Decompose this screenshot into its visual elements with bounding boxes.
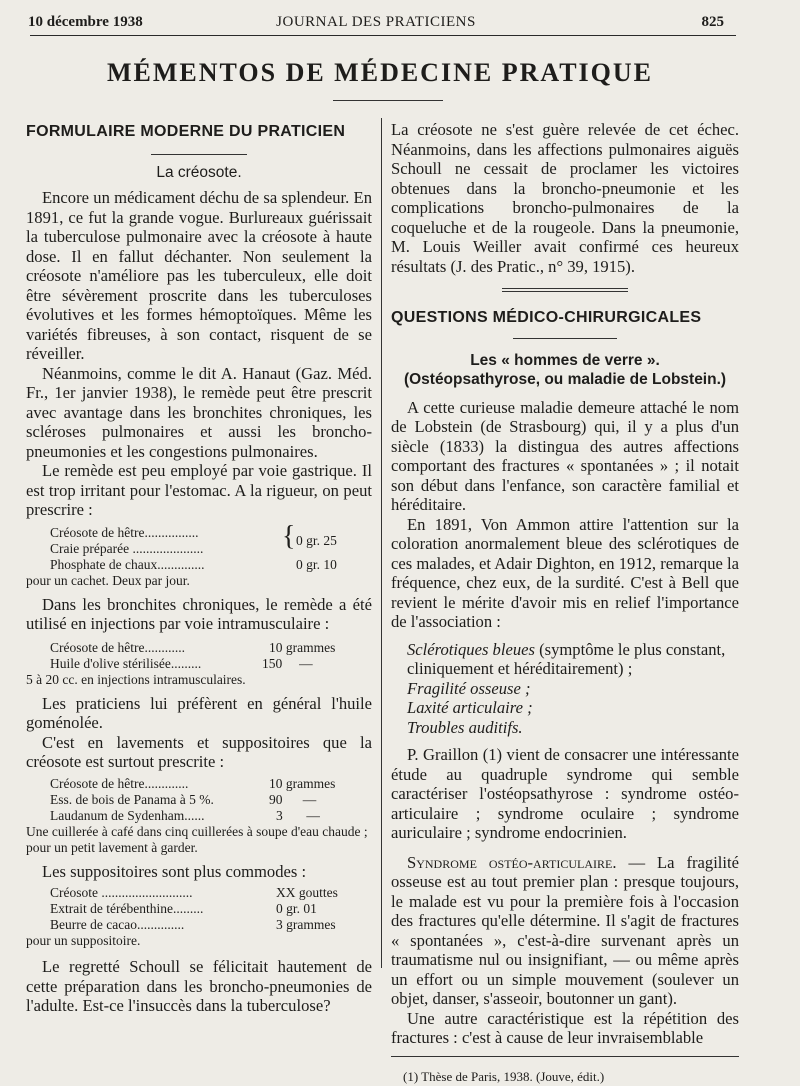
paragraph: Néanmoins, comme le dit A. Hanaut (Gaz. Méd. Fr., 1er janvier 1938), le remède peut être prescrit avec avantage dans les bronchites chroniques, les scléroses pulmonaires et aussi les broncho-pneumonies et les congestions pulmonaires. (26, 364, 372, 462)
article-subtitle-creosote: La créosote. (26, 163, 372, 183)
prescription-suppositoire (26, 885, 372, 949)
paragraph: Le regretté Schoull se félicitait hautement de cette préparation dans les broncho-pneumonies de l'adulte. Est-ce l'insuccès dans la tuberculose? (26, 957, 372, 1016)
paragraph: Encore un médicament déchu de sa splendeur. En 1891, ce fut la grande vogue. Burlureaux guérissait la tuberculose pulmonaire avec la créosote à haute dose. Il en fallut déchanter. Non seulement la créosote n'améliore pas les tuberculeux, elle doit être sévèrement proscrite dans les tuberculoses évolutives et les formes hémoptoïques. Même les variétés fibreuses, à son contact, risquent de se réveiller. (26, 188, 372, 364)
rx-line: Laudanum de Sydenham...... (50, 808, 204, 824)
page-number: 825 (702, 14, 725, 31)
section-heading-questions: QUESTIONS MÉDICO-CHIRURGICALES (391, 308, 739, 328)
rx-line: Créosote ........................... (50, 885, 193, 901)
paragraph: A cette curieuse maladie demeure attaché le nom de Lobstein (de Strasbourg) qui, il y a plus d'un siècle (1833) la distingua des autres affections comportant des fractures « spontanées » ; il notait son début dans l'enfance, son caractère familial et héréditaire. (391, 398, 739, 515)
left-column (26, 122, 372, 1016)
symptom-list (407, 640, 739, 738)
rx-line: Ess. de bois de Panama à 5 %. (50, 792, 214, 808)
rx-note: pour un suppositoire. (26, 933, 140, 949)
rx-qty: 10 grammes (269, 640, 335, 656)
paragraph: En 1891, Von Ammon attire l'attention sur la coloration anormalement bleue des sclérotiques de ces malades, et Adair Dighton, en 1912, remarque la fréquence, chez eux, de la surdité. C'est à Bell que revient le mérite d'avoir mis en relief l'importance de l'association : (391, 515, 739, 632)
prescription-cachet (26, 525, 372, 589)
rx-note: Une cuillerée à café dans cinq cuillerées à soupe d'eau chaude ; pour un petit lavement à garder. (26, 824, 372, 856)
rx-qty: 10 grammes (269, 776, 335, 792)
rx-line: Craie préparée ..................... (50, 541, 203, 557)
right-column (391, 120, 739, 1086)
paragraph: Les praticiens lui préfèrent en général l'huile goménolée. (26, 694, 372, 733)
section-rule (151, 154, 247, 155)
brace: { (282, 523, 295, 551)
rx-line: Créosote de hêtre................ (50, 525, 198, 541)
article-subtitle: Les « hommes de verre ». (391, 351, 739, 371)
rx-line: Créosote de hêtre............. (50, 776, 188, 792)
list-item: Troubles auditifs. (407, 718, 739, 738)
paragraph: C'est en lavements et suppositoires que la créosote est surtout prescrite : (26, 733, 372, 772)
paragraph: P. Graillon (1) vient de consacrer une intéressante étude au quadruple syndrome qui semble caractériser l'ostéopsathyrose : syndrome ostéo-articulaire ; syndrome oculaire ; syndrome auriculaire ; syndrome endocrinien. (391, 745, 739, 843)
list-item: Laxité articulaire ; (407, 698, 739, 718)
paragraph: La créosote ne s'est guère relevée de cet échec. Néanmoins, dans les affections pulmonaires aiguës Schoull ne cessait de proclamer les victoires obtenues dans la broncho-pneumonie et les complications broncho-pulmonaires de la coqueluche et de la rougeole. Dans la pneumonie, M. Louis Weiller avait confirmé ces heureux résultats (J. des Pratic., n° 39, 1915). (391, 120, 739, 276)
list-item: Fragilité osseuse ; (407, 679, 739, 699)
rx-line: Créosote de hêtre............ (50, 640, 185, 656)
running-header (28, 14, 724, 32)
rx-note: 5 à 20 cc. en injections intramusculaires. (26, 672, 246, 688)
rx-note: pour un cachet. Deux par jour. (26, 573, 190, 589)
section-rule (513, 338, 617, 339)
rx-qty: 0 gr. 01 (276, 901, 317, 917)
title-rule (333, 100, 443, 101)
paragraph: Le remède est peu employé par voie gastrique. Il est trop irritant pour l'estomac. A la rigueur, on peut prescrire : (26, 461, 372, 520)
rx-dose: 0 gr. 10 (296, 557, 337, 573)
rx-qty: 3 — (276, 808, 320, 824)
prescription-lavement (26, 776, 372, 856)
rx-line: Beurre de cacao.............. (50, 917, 184, 933)
footnote-rule (391, 1056, 739, 1057)
rx-qty: 150 — (262, 656, 313, 672)
section-rule-double (502, 288, 628, 292)
paragraph: Une autre caractéristique est la répétition des fractures : c'est à cause de leur invraisemblable (391, 1009, 739, 1048)
rx-qty: 3 grammes (276, 917, 336, 933)
article-subtitle-paren: (Ostéopsathyrose, ou maladie de Lobstein.) (391, 370, 739, 390)
list-item: Sclérotiques bleues (symptôme le plus constant, cliniquement et héréditairement) ; (407, 640, 739, 679)
prescription-injection (26, 640, 372, 688)
page-title: MÉMENTOS DE MÉDECINE PRATIQUE (0, 58, 760, 88)
issue-date: 10 décembre 1938 (28, 14, 143, 31)
paragraph: Les suppositoires sont plus commodes : (26, 862, 372, 882)
paragraph: Dans les bronchites chroniques, le remède a été utilisé en injections par voie intramusculaire : (26, 595, 372, 634)
column-divider (381, 118, 382, 968)
rx-qty: XX gouttes (276, 885, 338, 901)
header-rule (30, 35, 736, 36)
rx-line: Extrait de térébenthine......... (50, 901, 203, 917)
section-heading-formulaire: FORMULAIRE MODERNE DU PRATICIEN (26, 122, 372, 142)
rx-line: Phosphate de chaux.............. (50, 557, 204, 573)
rx-line: Huile d'olive stérilisée......... (50, 656, 201, 672)
paragraph: Syndrome ostéo-articulaire. — La fragilité osseuse est au tout premier plan : presque toujours, le malade est vu pour la première fois à l'occasion des fractures qu'elle détermine. Il s'agit de fractures « spontanées », c'est-à-dire survenant après un traumatisme nul ou insignifiant, — ou même après un effort ou un simple mouvement (soulever un objet, danser, s'asseoir, boutonner un gant). (391, 853, 739, 1009)
subsection-heading: Syndrome ostéo-articulaire. (407, 853, 616, 872)
journal-name: JOURNAL DES PRATICIENS (28, 14, 724, 31)
rx-dose: 0 gr. 25 (296, 533, 337, 549)
rx-qty: 90 — (269, 792, 316, 808)
footnote: (1) Thèse de Paris, 1938. (Jouve, édit.) (391, 1067, 739, 1086)
